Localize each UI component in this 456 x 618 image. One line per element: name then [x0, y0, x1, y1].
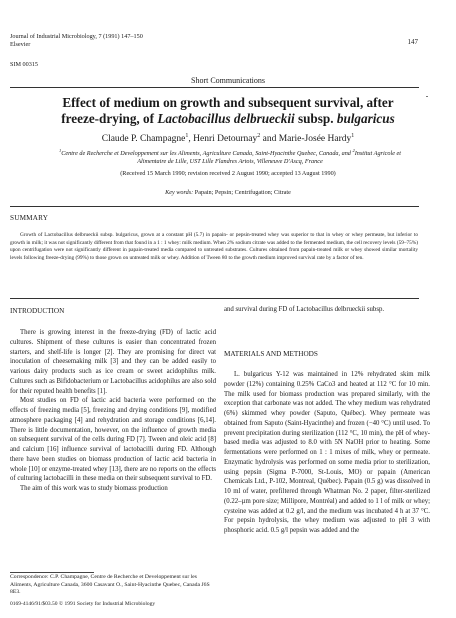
- title-text: freeze-drying, of: [61, 111, 158, 126]
- sim-number: SIM 00315: [10, 61, 39, 68]
- affiliation-text: Centre de Recherche et Developpement sur les Aliments, Agriculture Canada, Saint-Hyacinthe Quebec, Canada, and: [61, 150, 353, 158]
- affiliation-line-1: [20, 147, 440, 158]
- methods-body: [224, 370, 430, 536]
- author-list: [0, 133, 456, 144]
- author-name: Claude P. Champagne: [101, 134, 186, 145]
- keywords-list: Papain; Pepsin; Centrifugation; Citrate: [193, 189, 291, 196]
- summary-text: Growth of Lactobacillus delbrueckii subsp. bulgaricus, grown at a constant pH (5.7) in papain- or pepsin-treated whey was superior to that in whey or whey permeate, but inferior to growth in milk; it was not significantly different from that found in a 1 : 1 whey: milk medium. When 2% sodium citrate was added to the fermented medium, the cell recovery levels (59–75%) upon centrifugation were not significantly different in papain-treated media compared to untreated substrates. Cultures obtained from papain-treated milk or whey showed similar mortality levels following freeze-drying (99%) to those grown on untreated milk or whey. Addition of Tween 80 to the growth medium improved survival rate by a factor of ten.: [10, 232, 419, 262]
- title-line-2: [30, 111, 426, 127]
- publisher-line: Elsevier: [10, 41, 31, 48]
- title-text: subsp.: [294, 111, 337, 126]
- footnote-rule: [10, 572, 94, 573]
- affiliation-text: Institut Agricole et: [354, 150, 401, 158]
- summary-rule-bottom: [10, 298, 419, 299]
- article-title: [30, 95, 426, 127]
- paragraph: Most studies on FD of lactic acid bacteria were performed on the effects of freezing media [5], freezing and drying conditions [9], modified atmosphere packaging [4] and rehydration and storage conditions [6,14]. There is little documentation, however, on the influence of growth media on subsequent survival of the cells during FD [7]. Tween and oleic acid [8] and calcium [16] influence survival of lactobacilli during FD. Although there have been studies on biomass production of lactic acid bacteria in whole [10] or enzyme-treated whey [13], there are no reports on the effects of culturing lactobacilli in these media on their subsequent survival to FD.: [10, 397, 216, 483]
- scan-mark: [426, 96, 428, 97]
- title-subspecies: bulgaricus: [336, 111, 395, 126]
- paragraph: The aim of this work was to study biomass production: [20, 485, 168, 492]
- copyright-line: 0169-4146/91/$03.50 © 1991 Society for Industrial Microbiology: [10, 601, 156, 607]
- paragraph: There is growing interest in the freeze-drying (FD) of lactic acid cultures. Shipment of these cultures is easier than concentrated frozen starters, and shelf-life is longer [2]. They are promising for direct vat inoculation of cheesemaking milk [3] and they can be added easily to various dairy products such as ice cream or sweet acidophilus milk. Cultures such as Bifidobacterium or Lactobacillus acidophilus are also sold for their reputed health benefits [1].: [10, 329, 216, 395]
- introduction-body: [10, 328, 216, 494]
- introduction-heading: INTRODUCTION: [10, 307, 65, 315]
- right-column-continuation: [224, 305, 430, 315]
- affiliation-marker: 1: [185, 133, 189, 139]
- journal-line: Journal of Industrial Microbiology, 7 (1991) 147–150: [10, 33, 143, 40]
- affiliation-marker: 1: [59, 148, 62, 153]
- affiliation-marker: 2: [257, 133, 261, 139]
- paragraph: L. bulgaricus Y-12 was maintained in 12% rehydrated skim milk powder (12%) containing 0.25% CaCo3 and heated at 112 °C for 10 min. The milk used for biomass production was prepared similarly, with the exception that carbonate was not added. The whey medium was rehydrated (6%) skimmed whey powder (Saputo, Québec). Whey permeate was obtained from Saputo (Saint-Hyacinthe) and frozen (−40 °C) until used. To prevent precipitation during sterilization (112 °C, 10 min), the pH of whey-based media was adjusted to 8.0 with 5N NaOH prior to heating. Some fermentations were performed on 1 : 1 mixes of milk, whey or permeate. Enzymatic hydrolysis was performed on some media prior to sterilization, using pepsin (Sigma P-7000, St-Louis, MO) or papain (American Chemicals Ltd., P-102, Montreal, Québec). Papain (0.5 g) was dissolved in 10 ml of water, prefiltered through Whatman No. 2 paper, filter-sterilized (0.22–µm pore size; Millipore, Montréal) and added to 1 l of milk or whey; cysteine was added at 0.2 g/l, and the medium was incubated 4 h at 37 °C. For pepsin hydrolysis, the whey medium was adjusted to pH 3 with phosphoric acid. 0.5 g/l pepsin was added and the: [224, 371, 430, 534]
- affiliations: [20, 147, 440, 166]
- paragraph: and survival during FD of Lactobacillus delbrueckii subsp.: [224, 306, 385, 313]
- author-name: , Henri Detournay: [188, 134, 258, 145]
- affiliation-marker: 2: [352, 148, 355, 153]
- section-heading: Short Communications: [191, 76, 265, 85]
- keywords: [0, 189, 456, 196]
- correspondence-footnote: Correspondence: C.P. Champagne, Centre de Recherche et Developpement sur les Aliments, Agriculture Canada, 3600 Casavant O., Saint-Hyacinthe Quebec, Canada J6S 8E3.: [10, 574, 210, 596]
- header-rule: [10, 87, 419, 88]
- affiliation-marker: 1: [351, 133, 355, 139]
- keywords-label: Key words:: [165, 189, 194, 196]
- page-number: 147: [407, 38, 418, 46]
- title-line-1: Effect of medium on growth and subsequent survival, after: [62, 95, 394, 110]
- received-dates: (Received 15 March 1990; revision received 2 August 1990; accepted 13 August 1990): [120, 170, 336, 177]
- affiliation-line-2: Alimentaire de Lille, UST Lille Flandres Artois, Villeneuve D'Ascq, France: [137, 158, 323, 166]
- journal-citation: [10, 33, 270, 49]
- author-name: and Marie-Josée Hardy: [260, 134, 352, 145]
- summary-heading: SUMMARY: [10, 214, 49, 222]
- summary-rule-top: [10, 206, 419, 207]
- title-species: Lactobacillus delbrueckii: [157, 111, 295, 126]
- methods-heading: MATERIALS AND METHODS: [224, 350, 318, 358]
